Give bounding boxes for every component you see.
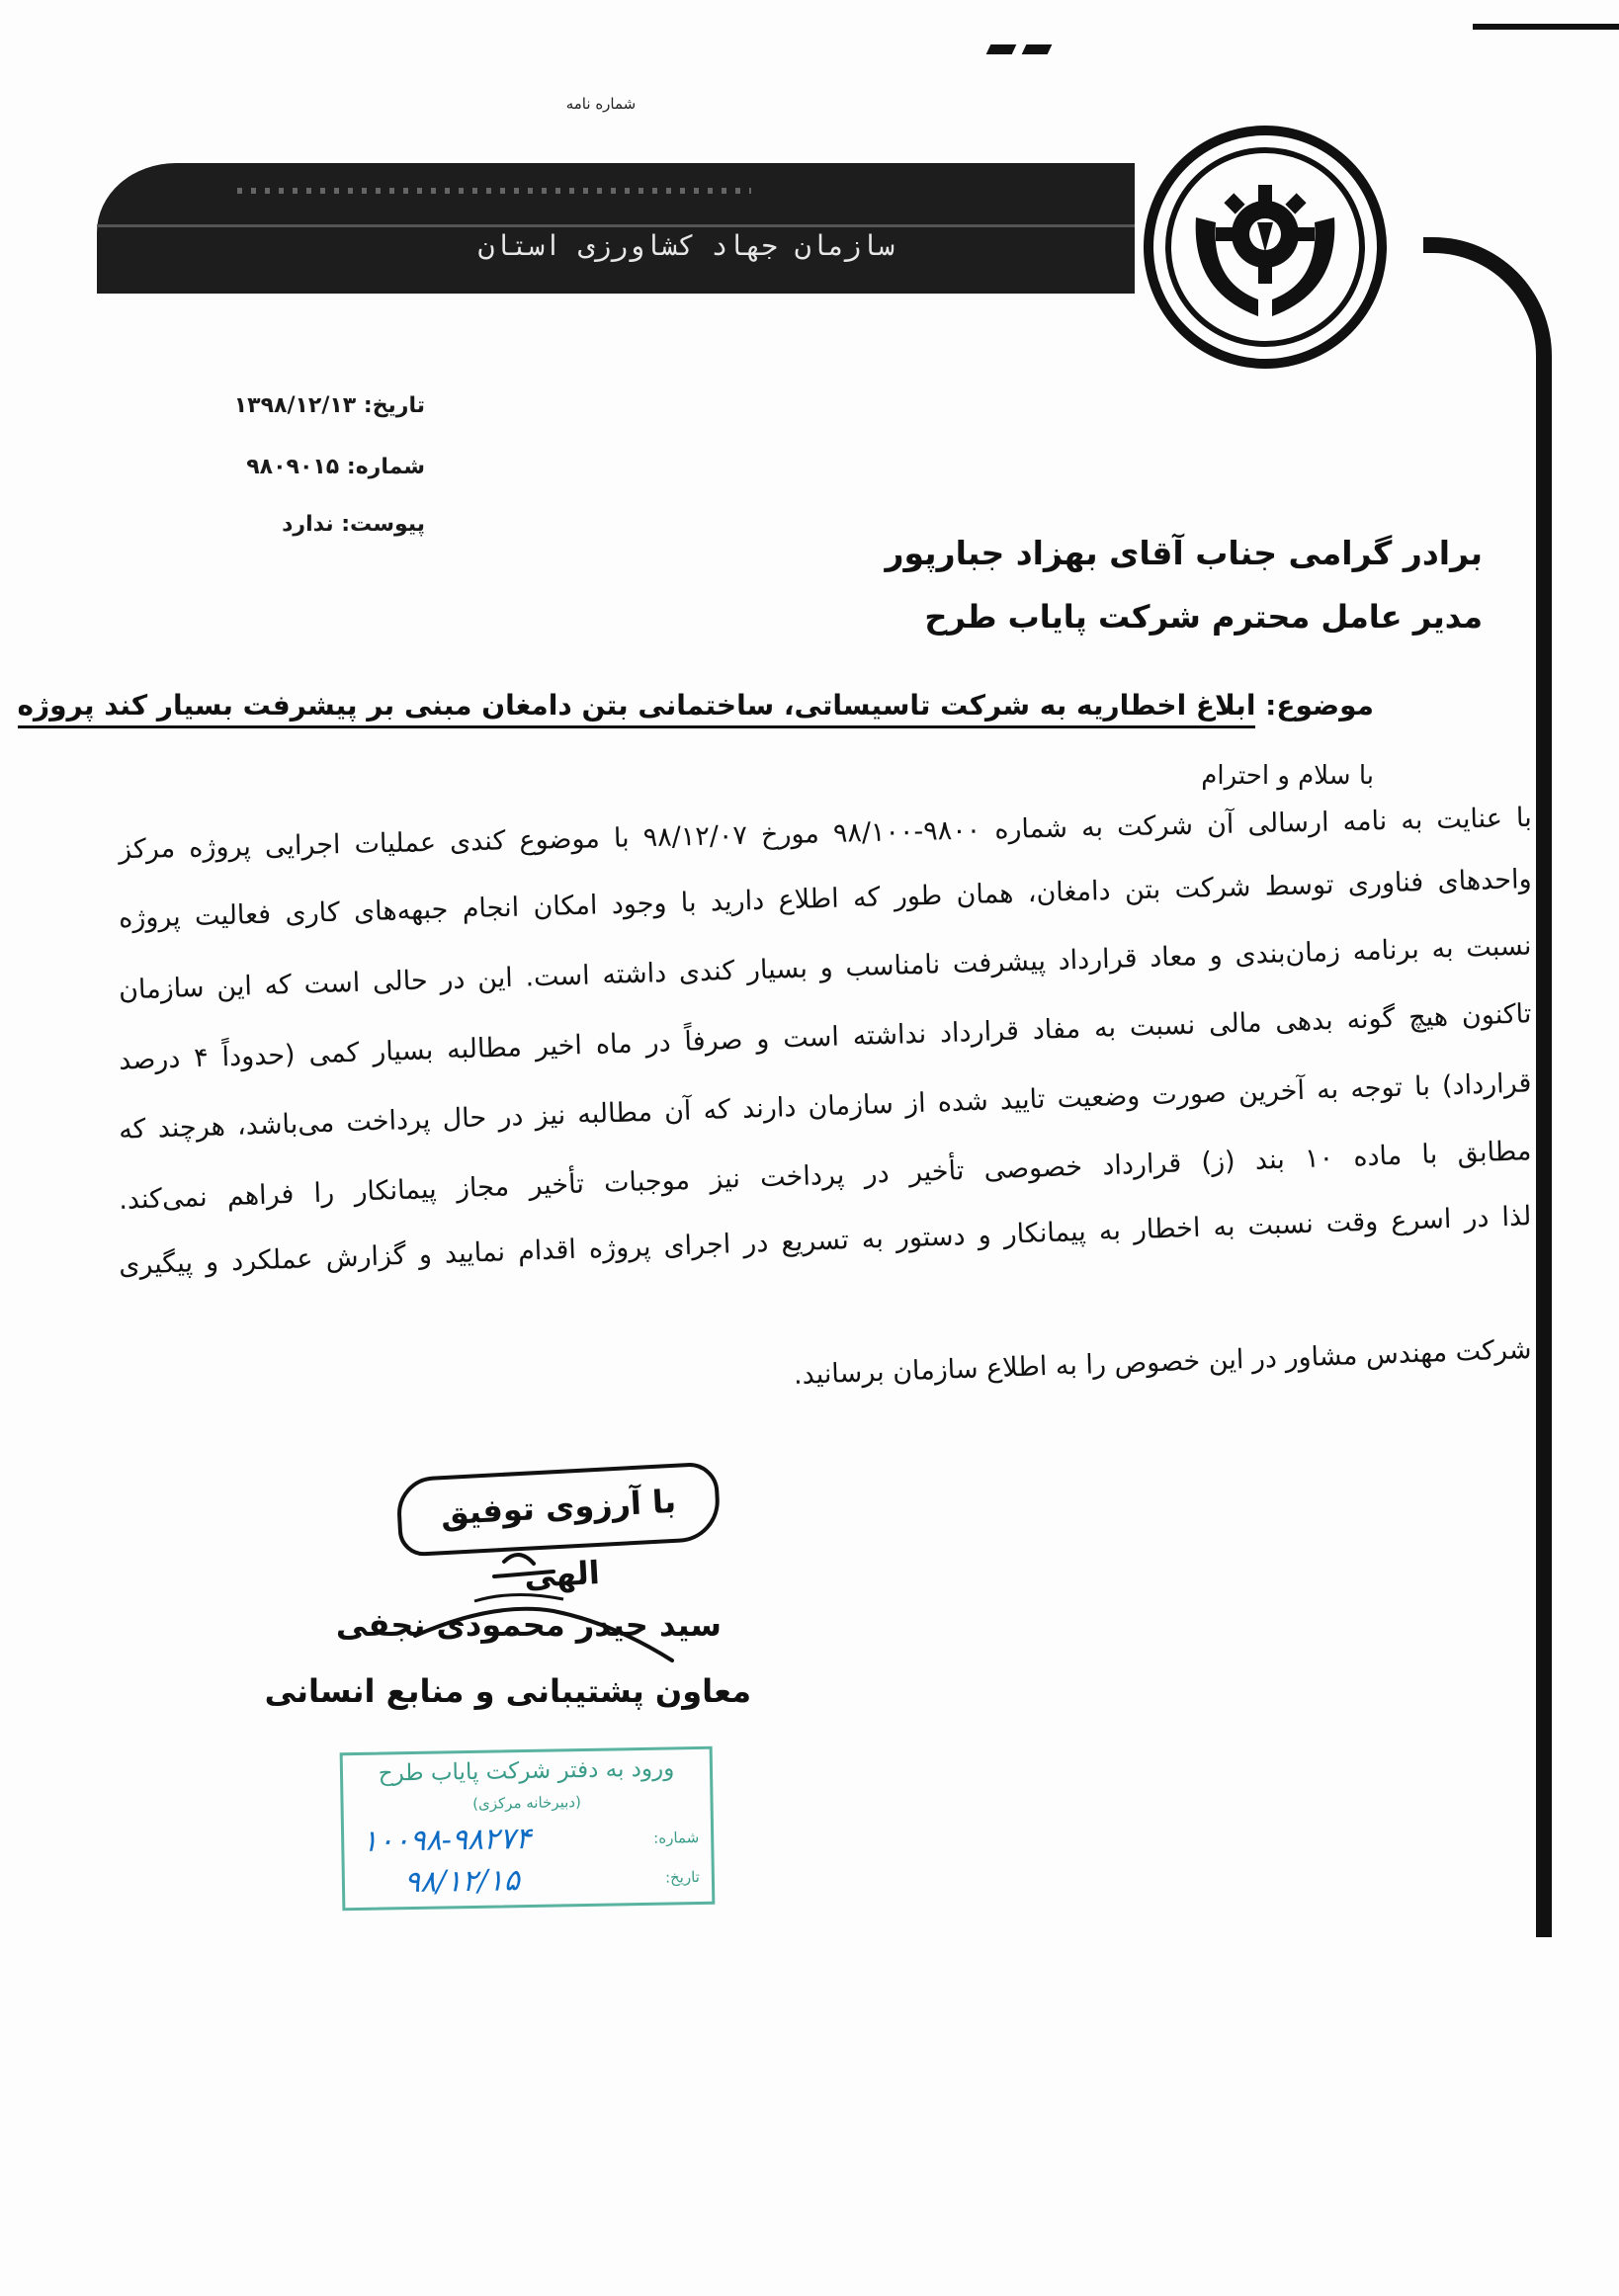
signer-title: معاون پشتیبانی و منابع انسانی [264,1672,751,1710]
classification-label: شماره نامه [565,95,637,113]
body-line: تاکنون هیچ گونه بدهی مالی نسبت به مفاد قرارداد نداشته است و صرفاً در ماه اخیر مطالبه بسیار کمی (حدوداً ۴ درصد [118,998,1532,1076]
top-edge-mark [988,40,1067,53]
stamp-date-value: ۹۸/۱۲/۱۵ [403,1863,521,1901]
body-line: واحدهای فناوری توسط شرکت بتن دامغان، همان طور که اطلاع دارید با وجود امکان انجام جبهه‌های کاری فعالیت پروژه [118,864,1532,934]
body-line: مطابق با ماده ۱۰ بند (ز) قرارداد خصوصی تأخیر در پرداخت نیز موجبات تأخیر مجاز پیمانکار را فراهم نمی‌کند. [118,1136,1532,1216]
signer-name: سید حیدر محمودی نجفی [335,1606,722,1644]
stamp-date-label: تاریخ: [664,1867,701,1887]
closing-wish: با آرزوی توفیق الهی [395,1462,722,1558]
recipient-name: برادر گرامی جناب آقای بهزاد جبارپور [885,534,1483,572]
subject-text: ابلاغ اخطاریه به شرکت تاسیساتی، ساختمانی بتن دامغان مبنی بر پیشرفت بسیار کند پروژه [18,689,1256,728]
stamp-number-value: ۱۰۰۹۸-۹۸۲۷۴ [361,1821,532,1859]
body-line-last: شرکت مهندس مشاور در این خصوص را به اطلاع سازمان برسانید. [793,1333,1532,1391]
body-line: لذا در اسرع وقت نسبت به اخطار به پیمانکار و دستور به تسریع در اجرای پروژه اقدام نمایید و گزارش عملکرد و پیگیری [118,1201,1532,1281]
letterhead-org-name: سازمان جهاد کشاورزی استان [477,229,895,262]
body-line: قرارداد) با توجه به آخرین صورت وضعیت تایید شده از سازمان دارند که آن مطالبه نیز در حال پرداخت می‌باشد، هرچند که [118,1067,1532,1146]
organization-logo-icon [1142,124,1389,371]
body-line: نسبت به برنامه زمان‌بندی و معاد قرارداد پیشرفت نامناسب و بسیار کندی داشته است. این در حالی است که این سازمان [118,930,1532,1006]
subject-line [17,689,1374,738]
stamp-subtitle: (دبیرخانه مرکزی) [472,1793,582,1813]
letter-number: شماره: ۹۸۰۹۰۱۵ [246,455,425,479]
letterhead-faint-line [237,188,751,194]
greeting: با سلام و احترام [1201,761,1374,791]
body-line: با عنایت به نامه ارسالی آن شرکت به شماره ۹۸۰۰-۹۸/۱۰۰ مورخ ۹۸/۱۲/۰۷ با موضوع کندی عملیات اجرایی پروژه مرکز [118,802,1533,866]
subject-label: موضوع: [1265,689,1374,722]
receipt-stamp [340,1746,716,1912]
stamp-number-label: شماره: [653,1828,700,1847]
stamp-title: ورود به دفتر شرکت پایاب طرح [378,1755,675,1787]
letterhead-band [97,163,1135,294]
recipient-title: مدیر عامل محترم شرکت پایاب طرح [924,598,1483,636]
top-edge-rule [1473,24,1619,30]
letter-attachment: پیوست: ندارد [282,512,425,537]
letter-date: تاریخ: ۱۳۹۸/۱۲/۱۳ [233,393,425,418]
